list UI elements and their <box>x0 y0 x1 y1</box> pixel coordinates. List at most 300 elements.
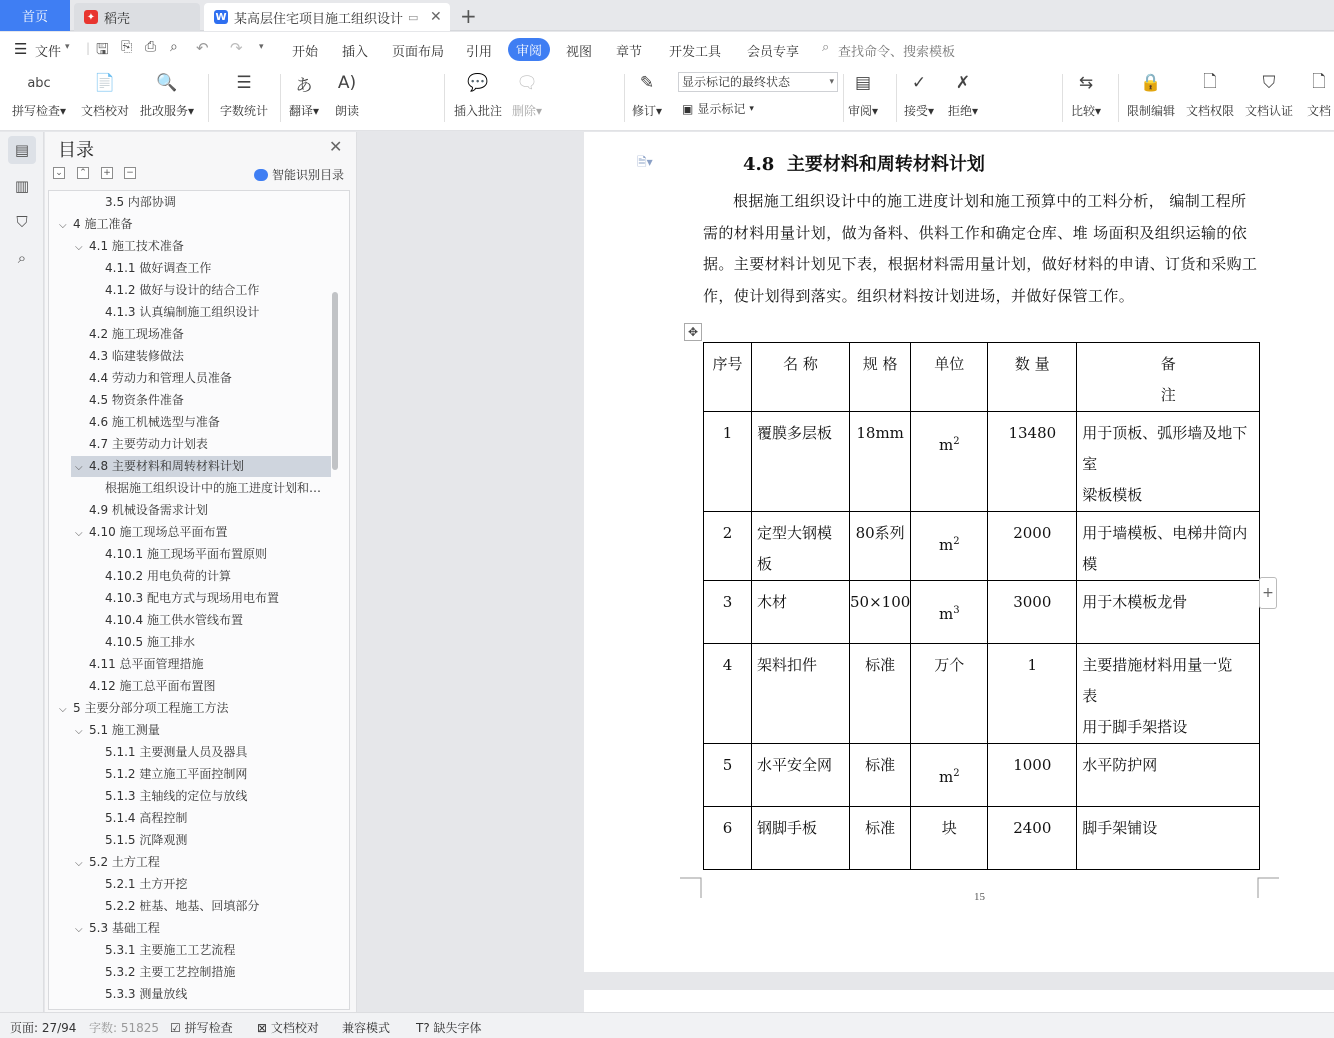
qty-text: 13480 <box>1008 424 1057 442</box>
table-cell-qty <box>988 512 1077 581</box>
toc-item-label: 5 主要分部分项工程施工方法 <box>73 701 229 715</box>
divider <box>280 74 281 122</box>
unit-text: 块 <box>941 819 957 837</box>
toc-item[interactable] <box>75 654 204 675</box>
menu-layout[interactable]: 页面布局 <box>392 45 445 60</box>
toc-item-label: 4 施工准备 <box>73 217 133 231</box>
toc-item[interactable] <box>91 940 235 961</box>
toc-scrollbar[interactable] <box>332 292 338 470</box>
tab-document[interactable] <box>204 3 450 31</box>
table-cell-qty <box>988 581 1077 644</box>
toc-item-label: 5.3.2 主要工艺控制措施 <box>105 965 236 979</box>
command-search[interactable]: 查找命令、搜索模板 <box>838 45 956 60</box>
markup-state-value: 显示标记的最终状态 <box>682 75 791 89</box>
tab-daoke-label: 稻壳 <box>104 11 131 27</box>
insert-comment-label: 插入批注 <box>454 104 503 118</box>
chapter-icon[interactable]: ▥ <box>14 177 30 195</box>
read-label: 朗读 <box>334 104 359 118</box>
add-column-icon[interactable]: + <box>1259 577 1277 609</box>
toc-item-label: 4.10 施工现场总平面布置 <box>89 525 228 539</box>
new-tab-icon[interactable]: + <box>460 4 477 28</box>
missing-font-label: 缺失字体 <box>433 1021 482 1035</box>
toc-item[interactable] <box>91 302 259 323</box>
no-text: 5 <box>722 756 733 774</box>
cert-label: 文档认证 <box>1245 104 1294 118</box>
chevron-down-icon: ▾ <box>749 103 754 114</box>
delete-label: 删除 <box>512 104 537 118</box>
daoke-logo-icon: ✦ <box>84 10 98 24</box>
menu-devtools[interactable]: 开发工具 <box>669 45 722 60</box>
review-pane-button[interactable]: ▤ 审阅▾ <box>848 70 878 119</box>
unit-text: m <box>938 536 954 554</box>
toc-item[interactable] <box>91 786 247 807</box>
table-cell-no <box>704 512 752 581</box>
toc-item[interactable] <box>91 632 195 653</box>
name-text: 架料扣件 <box>757 656 818 674</box>
header-cell: 单位 <box>911 343 988 412</box>
qty-text: 2000 <box>1013 524 1052 542</box>
review-toolbar <box>0 66 1334 131</box>
table-cell-no <box>704 412 752 512</box>
delete-comment-button[interactable]: 🗨 删除▾ <box>512 70 542 119</box>
spec-text: 标准 <box>865 756 896 774</box>
review-label: 审阅 <box>848 104 873 118</box>
menu-view[interactable]: 视图 <box>566 45 593 60</box>
toc-item-label: 4.1 施工技术准备 <box>89 239 184 253</box>
status-spell-label: 拼写检查 <box>184 1021 233 1035</box>
paragraph-layout-icon[interactable]: 🗎▾ <box>637 155 653 169</box>
table-cell-unit <box>911 644 988 744</box>
shield-icon: ⛉ <box>1262 73 1276 93</box>
accept-button[interactable]: ✓ 接受▾ <box>904 70 934 119</box>
revise-icon: ✎ <box>639 73 655 93</box>
spec-text: 80系列 <box>855 524 905 542</box>
markup-state-select[interactable] <box>678 72 838 92</box>
show-markup-label: 显示标记 <box>697 102 746 116</box>
table-cell-name <box>752 807 850 870</box>
toc-item-label: 4.10.5 施工排水 <box>105 635 195 649</box>
toc-tree <box>48 190 350 1010</box>
table-cell-unit <box>911 744 988 807</box>
divider: | <box>86 41 91 55</box>
chevron-down-icon[interactable]: ⌵ <box>75 242 83 253</box>
comment-icon: 💬 <box>467 73 489 93</box>
status-proof[interactable] <box>257 1019 319 1036</box>
table-row <box>704 512 1260 581</box>
tab-document-label: 某高层住宅项目施工组织设计 <box>234 11 404 27</box>
word-count-label: 字数统计 <box>220 104 269 118</box>
table-cell-qty <box>988 807 1077 870</box>
table-row <box>704 744 1260 807</box>
toc-item-label: 5.1.1 主要测量人员及器具 <box>105 745 248 759</box>
unit-text: m <box>938 768 954 786</box>
lock-icon: 🔒 <box>1140 73 1162 93</box>
tab-home-label: 首页 <box>21 10 48 25</box>
no-text: 4 <box>722 656 733 674</box>
toc-item-label: 4.6 施工机械选型与准备 <box>89 415 220 429</box>
table-row <box>704 807 1260 870</box>
ai-icon <box>254 169 268 181</box>
toc-item-label: 4.10.2 用电负荷的计算 <box>105 569 231 583</box>
toc-item[interactable] <box>75 522 228 543</box>
qty-text: 1000 <box>1013 756 1052 774</box>
menu-start[interactable]: 开始 <box>292 45 319 60</box>
toc-item[interactable] <box>59 698 228 719</box>
toc-item-label: 5.2.1 土方开挖 <box>105 877 188 891</box>
toc-item[interactable] <box>75 918 160 939</box>
read-aloud-icon: A) <box>337 73 357 93</box>
chevron-down-icon[interactable]: ⌵ <box>75 462 83 473</box>
redo-icon[interactable]: ↷ <box>230 39 243 57</box>
table-cell-no <box>704 807 752 870</box>
table-cell-unit <box>911 512 988 581</box>
table-row <box>704 412 1260 512</box>
qty-text: 1 <box>1027 656 1038 674</box>
toc-item-label: 5.1.4 高程控制 <box>105 811 188 825</box>
divider <box>896 74 897 122</box>
collapse-all-icon[interactable]: ⌄ <box>53 167 65 179</box>
restrict-edit-button[interactable] <box>1127 70 1175 119</box>
insert-comment-button[interactable] <box>454 70 502 119</box>
table-row <box>704 644 1260 744</box>
qty-text: 3000 <box>1013 593 1052 611</box>
chevron-down-icon[interactable]: ⌵ <box>75 528 83 539</box>
table-cell-name <box>752 644 850 744</box>
table-cell-no <box>704 581 752 644</box>
translate-button[interactable]: あ 翻译▾ <box>289 70 319 119</box>
toc-item[interactable] <box>91 962 235 983</box>
table-cell-spec <box>850 512 911 581</box>
accept-icon: ✓ <box>911 73 927 93</box>
menu-bar <box>0 32 1334 66</box>
close-icon[interactable]: ✕ <box>329 137 343 156</box>
table-cell-name <box>752 581 850 644</box>
translate-icon: あ <box>295 75 313 96</box>
document-proof-button[interactable] <box>81 70 129 119</box>
close-tab-icon[interactable]: ✕ <box>430 9 442 25</box>
reject-icon: ✗ <box>955 73 971 93</box>
toc-item[interactable] <box>91 764 247 785</box>
page-corner-mark <box>1257 876 1279 898</box>
word-count-button[interactable] <box>220 70 268 119</box>
checkbox-icon: ☑ <box>170 1021 181 1035</box>
menu-insert[interactable]: 插入 <box>342 45 369 60</box>
table-cell-note <box>1077 581 1260 644</box>
no-text: 3 <box>722 593 733 611</box>
no-text: 6 <box>722 819 733 837</box>
compare-button[interactable]: ⇆ 比较▾ <box>1071 70 1101 119</box>
spec-text: 标准 <box>865 656 896 674</box>
toc-item-label: 4.7 主要劳动力计划表 <box>89 437 208 451</box>
note-text: 主要措施材料用量一览 表 用于脚手架搭设 <box>1082 656 1233 736</box>
menu-reference[interactable]: 引用 <box>466 45 493 60</box>
status-proof-label: 文档校对 <box>270 1021 319 1035</box>
table-cell-note <box>1077 807 1260 870</box>
toc-item-label: 4.1.2 做好与设计的结合工作 <box>105 283 260 297</box>
toc-item[interactable] <box>91 808 187 829</box>
toc-item[interactable] <box>91 896 259 917</box>
smart-toc-button[interactable] <box>254 166 344 183</box>
proof-box-icon: ⊠ <box>257 1021 268 1035</box>
header-cell: 数 量 <box>988 343 1077 412</box>
page-corner-mark <box>680 876 702 898</box>
smart-toc-label: 智能识别目录 <box>272 168 345 182</box>
table-row <box>704 581 1260 644</box>
toc-item[interactable] <box>75 676 216 697</box>
print-preview-icon[interactable]: ⌕ <box>170 39 178 55</box>
batch-label: 批改服务 <box>140 104 189 118</box>
toc-item[interactable] <box>91 874 187 895</box>
toc-item-label: 4.1.3 认真编制施工组织设计 <box>105 305 260 319</box>
toc-item-label: 4.10.3 配电方式与现场用电布置 <box>105 591 279 605</box>
materials-table <box>703 342 1260 870</box>
undo-icon[interactable]: ↶ <box>196 39 209 57</box>
toc-item[interactable] <box>91 588 279 609</box>
toc-title: 目录 <box>58 140 94 161</box>
table-move-handle-icon[interactable]: ✥ <box>684 323 702 341</box>
table-cell-spec <box>850 412 911 512</box>
doc-cert-button[interactable] <box>1245 70 1293 119</box>
export-pdf-icon[interactable]: ⎘ <box>121 39 133 55</box>
toc-item-label: 4.10.1 施工现场平面布置原则 <box>105 547 267 561</box>
menu-review[interactable]: 审阅 <box>508 38 550 61</box>
search-icon[interactable]: ⌕ <box>17 249 27 267</box>
toc-item[interactable] <box>75 852 160 873</box>
rights-label: 文档权限 <box>1186 104 1235 118</box>
table-cell-note <box>1077 412 1260 512</box>
divider <box>1062 74 1063 122</box>
no-text: 1 <box>722 424 733 442</box>
more-chevron-icon[interactable]: ▾ <box>259 42 264 52</box>
missing-font-icon: T? <box>416 1021 430 1035</box>
toc-item[interactable] <box>91 742 247 763</box>
note-text: 用于墙模板、电梯井筒内 模 <box>1082 524 1248 573</box>
table-cell-unit <box>911 412 988 512</box>
missing-font[interactable] <box>416 1019 482 1036</box>
chevron-down-icon[interactable]: ⌵ <box>59 220 67 231</box>
doc-more-button[interactable] <box>1306 70 1332 119</box>
menu-member[interactable]: 会员专享 <box>747 45 800 60</box>
batch-service-button[interactable]: 🔍 批改服务▾ <box>140 70 194 119</box>
reject-button[interactable]: ✗ 拒绝▾ <box>948 70 978 119</box>
toc-item-label: 4.4 劳动力和管理人员准备 <box>89 371 232 385</box>
table-header-row <box>704 343 1260 412</box>
word-count-icon: ☰ <box>236 73 252 93</box>
table-cell-no <box>704 644 752 744</box>
table-cell-unit <box>911 581 988 644</box>
name-text: 定型大钢模 板 <box>757 524 833 573</box>
toc-item-label: 4.2 施工现场准备 <box>89 327 184 341</box>
name-text: 覆膜多层板 <box>757 424 833 442</box>
side-icon-strip <box>0 132 44 1012</box>
name-text: 钢脚手板 <box>757 819 818 837</box>
compat-mode[interactable]: 兼容模式 <box>342 1021 391 1035</box>
tab-home[interactable] <box>0 0 70 31</box>
table-cell-note <box>1077 644 1260 744</box>
page-indicator[interactable]: 页面: 27/94 <box>10 1021 77 1035</box>
chevron-down-icon[interactable]: ⌵ <box>59 704 67 715</box>
divider <box>1118 74 1119 122</box>
unit-superscript: 2 <box>953 536 960 547</box>
table-cell-name <box>752 512 850 581</box>
menu-chapter[interactable]: 章节 <box>616 45 643 60</box>
toc-item-label: 4.9 机械设备需求计划 <box>89 503 208 517</box>
toc-item[interactable] <box>91 830 187 851</box>
toc-item[interactable] <box>91 544 267 565</box>
table-cell-name <box>752 412 850 512</box>
toc-item[interactable] <box>75 720 160 741</box>
toc-item[interactable] <box>91 258 211 279</box>
table-cell-spec <box>850 644 911 744</box>
chevron-down-icon[interactable]: ⌵ <box>75 858 83 869</box>
table-cell-qty <box>988 744 1077 807</box>
compare-label: 比较 <box>1071 104 1096 118</box>
doc-rights-button[interactable] <box>1186 70 1234 119</box>
toc-item[interactable] <box>91 478 321 499</box>
remove-heading-icon[interactable]: − <box>124 167 136 179</box>
word-count[interactable]: 字数: 51825 <box>89 1021 160 1035</box>
proof-icon: 📄 <box>94 73 116 93</box>
toc-item[interactable] <box>75 390 184 411</box>
unit-text: 万个 <box>934 656 965 674</box>
toc-item-label: 5.3 基础工程 <box>89 921 160 935</box>
toc-item[interactable] <box>75 236 184 257</box>
show-markup-button[interactable] <box>682 100 754 117</box>
toc-item-label: 5.2.2 桩基、地基、回填部分 <box>105 899 260 913</box>
tab-daoke[interactable] <box>74 3 200 31</box>
header-cell: 序号 <box>704 343 752 412</box>
add-heading-icon[interactable]: + <box>101 167 113 179</box>
chevron-down-icon[interactable]: ⌵ <box>75 924 83 935</box>
table-cell-spec <box>850 581 911 644</box>
note-text: 脚手架铺设 <box>1082 819 1158 837</box>
chevron-down-icon[interactable]: ▾ <box>65 42 70 52</box>
word-logo-icon: W <box>215 11 227 23</box>
proof-label: 文档校对 <box>81 104 130 118</box>
toc-item-label: 5.1.3 主轴线的定位与放线 <box>105 789 248 803</box>
spec-text: 18mm <box>856 424 904 442</box>
toc-item[interactable] <box>91 984 187 1005</box>
print-icon[interactable]: ⎙ <box>145 39 157 55</box>
toc-item[interactable] <box>75 346 184 367</box>
outline-icon[interactable]: ▤ <box>8 136 36 164</box>
toc-item-label: 5.3.1 主要施工工艺流程 <box>105 943 236 957</box>
section-heading <box>743 150 985 176</box>
menu-icon[interactable]: ☰ <box>14 40 28 58</box>
table-cell-note <box>1077 744 1260 807</box>
menu-file[interactable]: 文件 <box>35 45 62 60</box>
bookmark-icon[interactable]: ⛉ <box>16 213 28 231</box>
table-cell-qty <box>988 412 1077 512</box>
toc-item[interactable] <box>91 610 243 631</box>
toc-item[interactable] <box>75 412 220 433</box>
table-cell-qty <box>988 644 1077 744</box>
translate-label: 翻译 <box>289 104 314 118</box>
name-text: 木材 <box>757 593 788 611</box>
spell-check-icon: abc <box>27 75 51 91</box>
qty-text: 2400 <box>1013 819 1052 837</box>
toc-item-label: 5.1 施工测量 <box>89 723 160 737</box>
body-paragraph: 根据施工组织设计中的施工进度计划和施工预算中的工料分析， 编制工程所需的材料用量计划，做为备料、供料工作和确定仓库、堆 场面积及组织运输的依据。主要材料计划见下表，根据材料需用量计划，做好材料的申请、订货和采购工作，使计划得到落实。组织材料按计划进场，并做好保管工作。 <box>703 192 1258 305</box>
toc-item-label: 4.1.1 做好调查工作 <box>105 261 212 275</box>
header-cell: 备 注 <box>1077 343 1260 412</box>
page-number: 15 <box>974 891 985 903</box>
unit-superscript: 3 <box>953 605 960 616</box>
revise-button[interactable]: ✎ 修订▾ <box>632 70 662 119</box>
pin-icon[interactable]: ▭ <box>408 10 419 24</box>
toc-item-label: 4.3 临建装修做法 <box>89 349 184 363</box>
toc-item[interactable] <box>91 566 231 587</box>
toc-item-label: 根据施工组织设计中的施工进度计划和… <box>105 481 322 495</box>
toc-item-label: 4.12 施工总平面布置图 <box>89 679 216 693</box>
toc-item[interactable] <box>59 214 132 235</box>
divider <box>843 74 844 122</box>
toc-item-label: 5.1.2 建立施工平面控制网 <box>105 767 248 781</box>
table-cell-unit <box>911 807 988 870</box>
review-pane-icon: ▤ <box>854 73 872 93</box>
header-cell: 名 称 <box>752 343 850 412</box>
spec-text: 50×100 <box>850 593 911 611</box>
toc-item-label: 4.8 主要材料和周转材料计划 <box>89 459 244 473</box>
toc-item[interactable] <box>91 192 176 213</box>
unit-superscript: 2 <box>953 436 960 447</box>
expand-all-icon[interactable]: ⌃ <box>77 167 89 179</box>
table-cell-name <box>752 744 850 807</box>
toc-item[interactable] <box>75 368 232 389</box>
rights-icon: 🗋 <box>1203 71 1217 92</box>
revise-label: 修订 <box>632 104 657 118</box>
toc-item-label: 4.10.4 施工供水管线布置 <box>105 613 243 627</box>
no-text: 2 <box>722 524 733 542</box>
toc-item[interactable] <box>75 434 208 455</box>
toc-item[interactable] <box>71 456 331 477</box>
toc-item[interactable] <box>75 324 184 345</box>
compare-icon: ⇆ <box>1078 73 1094 93</box>
toc-item-label: 5.2 土方工程 <box>89 855 160 869</box>
doc-icon: 🗋 <box>1312 71 1326 92</box>
name-text: 水平安全网 <box>757 756 833 774</box>
heading-number: 4.8 <box>743 154 775 175</box>
doc-more-label: 文档 <box>1306 104 1331 118</box>
read-aloud-button[interactable] <box>334 70 360 119</box>
title-bar <box>0 0 1334 31</box>
spell-check-label: 拼写检查 <box>12 104 61 118</box>
batch-icon: 🔍 <box>156 73 178 93</box>
save-icon[interactable]: 🖫 <box>96 40 109 58</box>
divider <box>624 74 625 122</box>
chevron-down-icon[interactable]: ⌵ <box>75 726 83 737</box>
spell-check-button[interactable]: abc 拼写检查▾ <box>12 70 66 119</box>
reject-label: 拒绝 <box>948 104 973 118</box>
divider <box>444 74 445 122</box>
spec-text: 标准 <box>865 819 896 837</box>
toc-item-label: 3.5 内部协调 <box>105 195 176 209</box>
header-cell: 规 格 <box>850 343 911 412</box>
show-markup-icon: ▣ <box>682 101 694 116</box>
toc-item-label: 5.1.5 沉降观测 <box>105 833 188 847</box>
restrict-label: 限制编辑 <box>1127 104 1176 118</box>
toc-item[interactable] <box>91 280 259 301</box>
toc-item[interactable] <box>75 500 208 521</box>
heading-text: 主要材料和周转材料计划 <box>786 154 985 175</box>
note-text: 用于顶板、弧形墙及地下 室 梁板模板 <box>1082 424 1248 504</box>
unit-text: m <box>938 436 954 454</box>
table-cell-spec <box>850 807 911 870</box>
search-icon[interactable]: ⌕ <box>822 40 830 55</box>
toc-item-label: 5.3.3 测量放线 <box>105 987 188 1001</box>
note-text: 水平防护网 <box>1082 756 1158 774</box>
status-spell-check[interactable] <box>170 1019 233 1036</box>
